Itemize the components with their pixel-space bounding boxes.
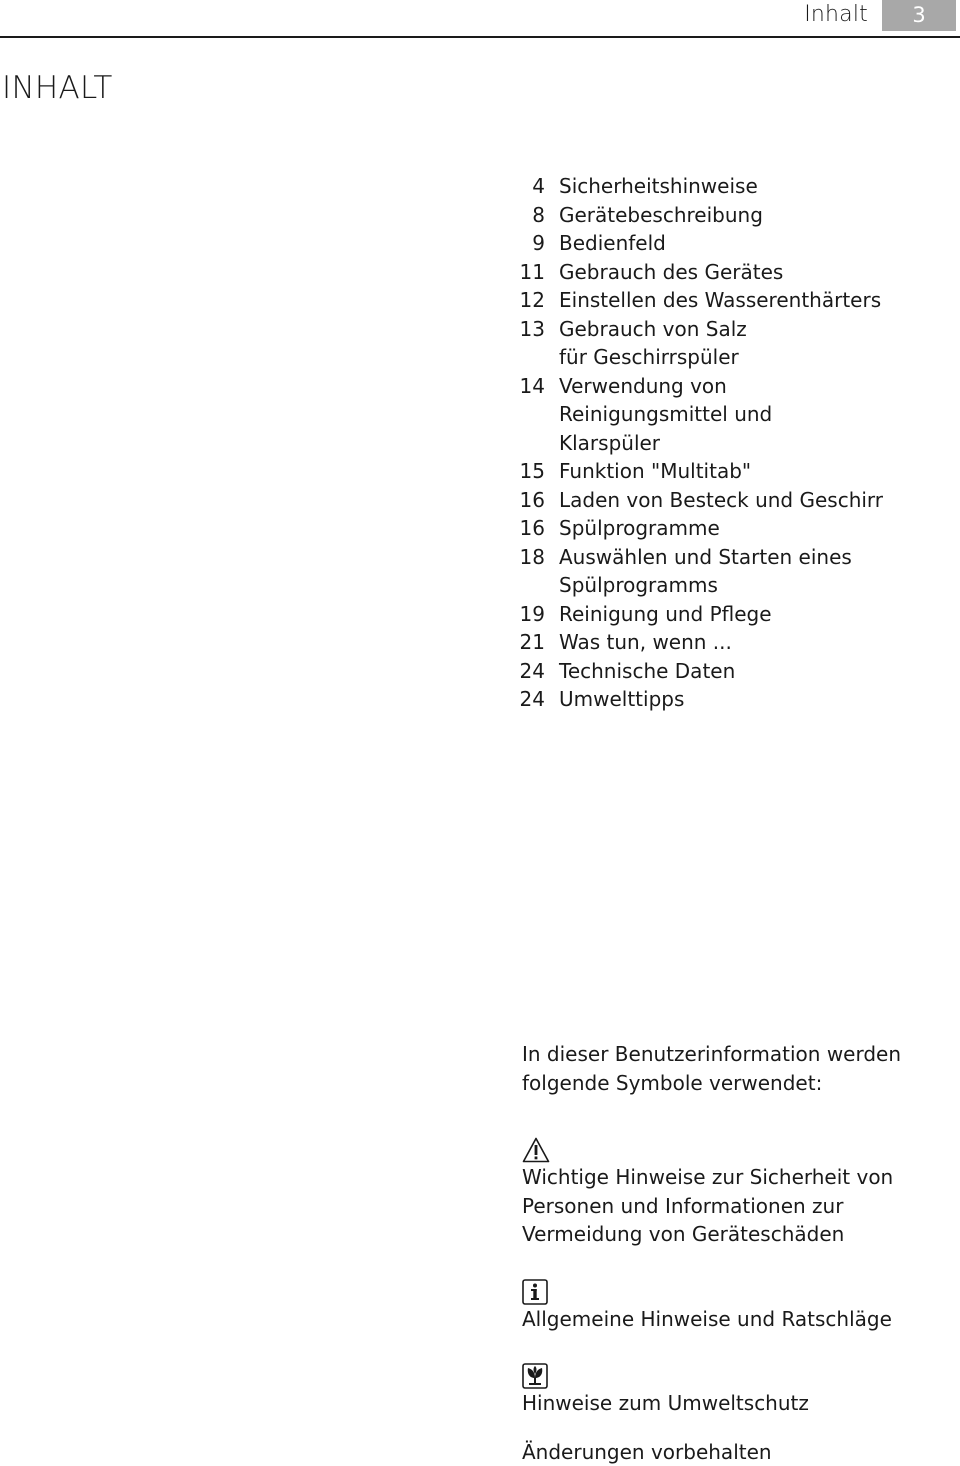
page-heading: INHALT [2,70,113,106]
toc-item [500,457,909,486]
environment-icon [522,1363,548,1389]
toc-item [500,258,909,287]
toc-title: Einstellen des Wasserenthärters [559,286,909,315]
toc-page-number: 21 [500,628,545,657]
toc-title: Technische Daten [559,657,909,686]
toc-page-number: 13 [500,315,545,372]
toc-item [500,657,909,686]
toc-item [500,685,909,714]
toc-title: Gebrauch von Salz für Geschirrspüler [559,315,779,372]
toc-item [500,486,909,515]
toc-page-number: 4 [500,172,545,201]
toc-page-number: 19 [500,600,545,629]
toc-page-number: 16 [500,514,545,543]
toc-item [500,315,909,372]
table-of-contents [500,172,909,714]
toc-item [500,600,909,629]
toc-item [500,372,909,458]
toc-title: Funktion "Multitab" [559,457,909,486]
toc-title: Bedienfeld [559,229,909,258]
toc-title: Was tun, wenn ... [559,628,909,657]
toc-item [500,286,909,315]
toc-title: Spülprogramme [559,514,909,543]
info-icon [522,1279,548,1305]
page-number-box: 3 [882,0,956,31]
warning-triangle-icon [522,1137,550,1163]
header-title: Inhalt [770,2,868,27]
toc-title: Verwendung von Reinigungsmittel und Klarspüler [559,372,879,458]
environment-text: Hinweise zum Umweltschutz [522,1389,942,1418]
toc-title: Sicherheitshinweise [559,172,909,201]
toc-title: Auswählen und Starten eines Spülprogramms [559,543,859,600]
toc-item [500,201,909,230]
toc-title: Laden von Besteck und Geschirr [559,486,909,515]
toc-item [500,514,909,543]
toc-page-number: 15 [500,457,545,486]
toc-title: Reinigung und Pflege [559,600,909,629]
toc-page-number: 16 [500,486,545,515]
toc-page-number: 12 [500,286,545,315]
symbols-section [522,1040,942,1466]
toc-page-number: 9 [500,229,545,258]
toc-item [500,628,909,657]
toc-item [500,172,909,201]
toc-item [500,229,909,258]
toc-page-number: 8 [500,201,545,230]
toc-title: Gerätebeschreibung [559,201,909,230]
header-rule [0,36,960,38]
toc-page-number: 24 [500,657,545,686]
toc-title: Umwelttipps [559,685,909,714]
info-text: Allgemeine Hinweise und Ratschläge [522,1305,942,1334]
toc-page-number: 18 [500,543,545,600]
toc-page-number: 14 [500,372,545,458]
warning-text: Wichtige Hinweise zur Sicherheit von Personen und Informationen zur Vermeidung von Geräteschäden [522,1163,942,1249]
symbols-intro: In dieser Benutzerinformation werden folgende Symbole verwendet: [522,1040,942,1097]
toc-item [500,543,909,600]
final-note: Änderungen vorbehalten [522,1438,942,1466]
toc-page-number: 11 [500,258,545,287]
toc-page-number: 24 [500,685,545,714]
toc-title: Gebrauch des Gerätes [559,258,909,287]
